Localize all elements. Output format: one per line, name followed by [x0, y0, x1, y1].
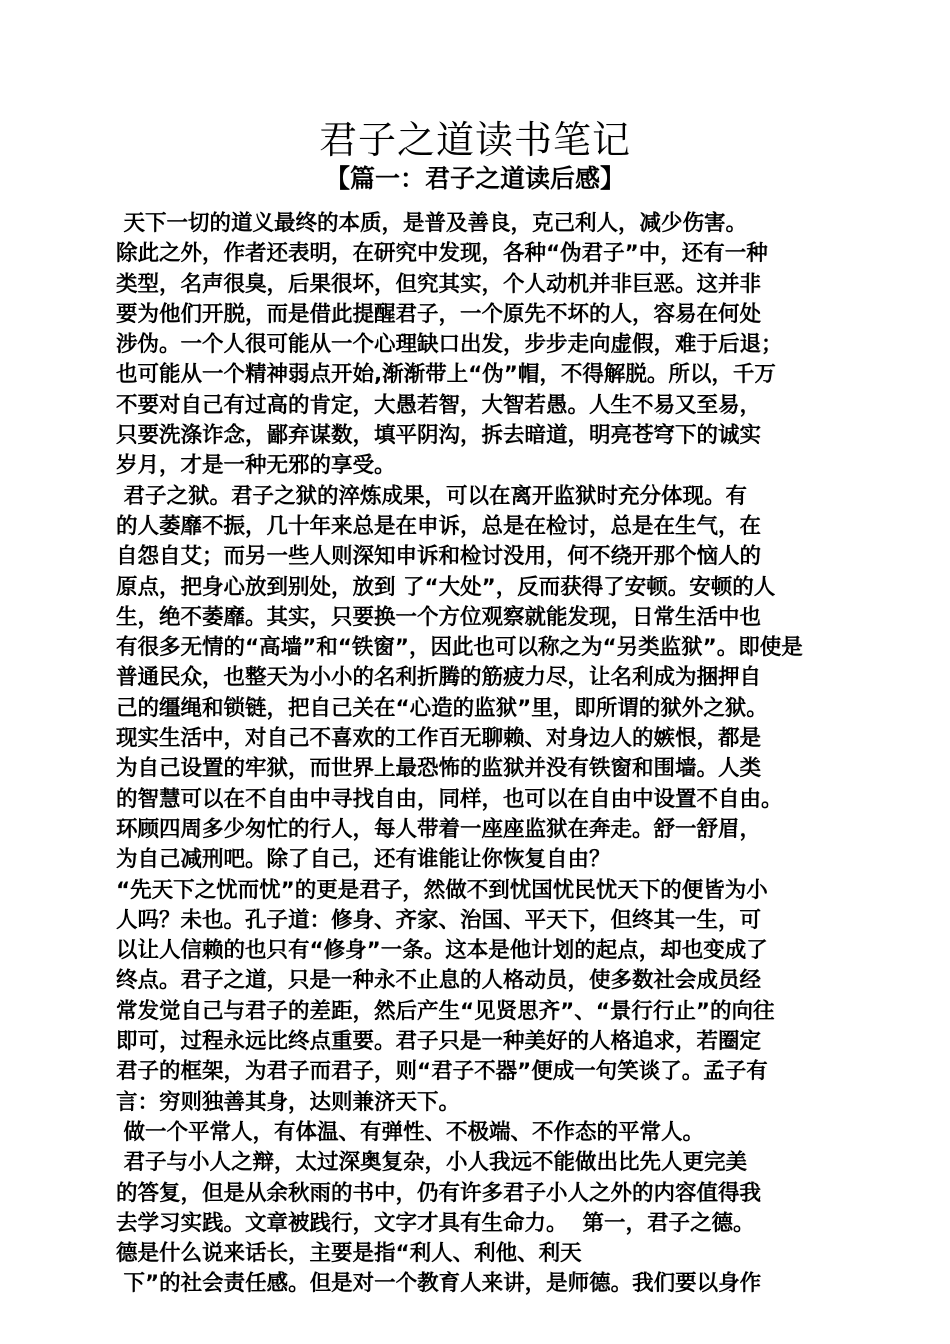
- body-line: 生，绝不萎靡。其实，只要换一个方位观察就能发现，日常生活中也: [116, 604, 762, 630]
- body-line: 的答复，但是从余秋雨的书中，仍有许多君子小人之外的内容值得我: [116, 1180, 762, 1206]
- document-body: [116, 209, 856, 1300]
- body-line: 岁月，才是一种无邪的享受。: [116, 453, 396, 479]
- body-line: 不要对自己有过高的肯定，大愚若智，大智若愚。人生不易又至易，: [116, 392, 762, 418]
- body-line: 也可能从一个精神弱点开始,渐渐带上“伪”帽，不得解脱。所以，千万: [116, 362, 776, 388]
- body-line: 君子的框架，为君子而君子，则“君子不器”便成一句笑谈了。孟子有: [116, 1059, 768, 1085]
- body-line: 终点。君子之道，只是一种永不止息的人格动员，使多数社会成员经: [116, 968, 762, 994]
- body-line: 只要洗涤诈念，鄙弃谋数，填平阴沟，拆去暗道，明亮苍穹下的诚实: [116, 423, 762, 449]
- body-line: “先天下之忧而忧”的更是君子，然做不到忧国忧民忧天下的便皆为小: [116, 877, 768, 903]
- body-line: 类型，名声很臭，后果很坏，但究其实，个人动机并非巨恶。这并非: [116, 271, 762, 297]
- document-subtitle: 【篇一：君子之道读后感】: [324, 164, 625, 193]
- body-line: 为自己设置的牢狱，而世界上最恐怖的监狱并没有铁窗和围墙。人类: [116, 756, 762, 782]
- document-title: 君子之道读书笔记: [318, 118, 631, 162]
- body-line: 普通民众，也整天为小小的名利折腾的筋疲力尽，让名利成为捆押自: [116, 665, 762, 691]
- body-line: 去学习实践。文章被践行，文字才具有生命力。 第一，君子之德。: [116, 1210, 755, 1236]
- body-line: 的智慧可以在不自由中寻找自由，同样，也可以在自由中设置不自由。: [116, 786, 783, 812]
- body-line: 人吗？未也。孔子道：修身、齐家、治国、平天下，但终其一生，可: [116, 907, 762, 933]
- body-line: 要为他们开脱，而是借此提醒君子，一个原先不坏的人，容易在何处: [116, 301, 762, 327]
- body-line: 做一个平常人，有体温、有弹性、不极端、不作态的平常人。: [116, 1119, 704, 1145]
- body-line: 德是什么说来话长，主要是指“利人、利他、利天: [116, 1241, 582, 1267]
- body-line: 自怨自艾；而另一些人则深知申诉和检讨没用，何不绕开那个恼人的: [116, 544, 762, 570]
- body-line: 环顾四周多少匆忙的行人，每人带着一座座监狱在奔走。舒一舒眉，: [116, 816, 762, 842]
- body-line: 君子与小人之辩，太过深奥复杂，小人我远不能做出比先人更完美: [116, 1150, 747, 1176]
- body-line: 己的缰绳和锁链，把自己关在“心造的监狱”里，即所谓的狱外之狱。: [116, 695, 768, 721]
- body-line: 原点，把身心放到别处，放到 了“大处”，反而获得了安顿。安顿的人: [116, 574, 776, 600]
- body-line: 除此之外，作者还表明，在研究中发现，各种“伪君子”中，还有一种: [116, 241, 768, 267]
- body-line: 有很多无情的“高墙”和“铁窗”，因此也可以称之为“另类监狱”。即使是: [116, 635, 803, 661]
- body-line: 常发觉自己与君子的差距，然后产生“见贤思齐”、“景行行止”的向往: [116, 998, 775, 1024]
- body-line: 以让人信赖的也只有“修身”一条。这本是他计划的起点，却也变成了: [116, 938, 768, 964]
- body-line: 君子之狱。君子之狱的淬炼成果，可以在离开监狱时充分体现。有: [116, 483, 747, 509]
- body-line: 涉伪。一个人很可能从一个心理缺口出发，步步走向虚假，难于后退；: [116, 332, 783, 358]
- body-line: 言：穷则独善其身，达则兼济天下。: [116, 1089, 461, 1115]
- body-line: 为自己减刑吧。除了自己，还有谁能让你恢复自由？: [116, 847, 611, 873]
- body-line: 天下一切的道义最终的本质，是普及善良，克己利人，减少伤害。: [116, 211, 747, 236]
- body-line: 下”的社会责任感。但是对一个教育人来讲，是师德。我们要以身作: [116, 1271, 762, 1297]
- body-line: 即可，过程永远比终点重要。君子只是一种美好的人格追求，若圈定: [116, 1029, 762, 1055]
- body-line: 现实生活中，对自己不喜欢的工作百无聊赖、对身边人的嫉恨，都是: [116, 726, 762, 752]
- body-line: 的人萎靡不振，几十年来总是在申诉，总是在检讨，总是在生气，在: [116, 513, 762, 539]
